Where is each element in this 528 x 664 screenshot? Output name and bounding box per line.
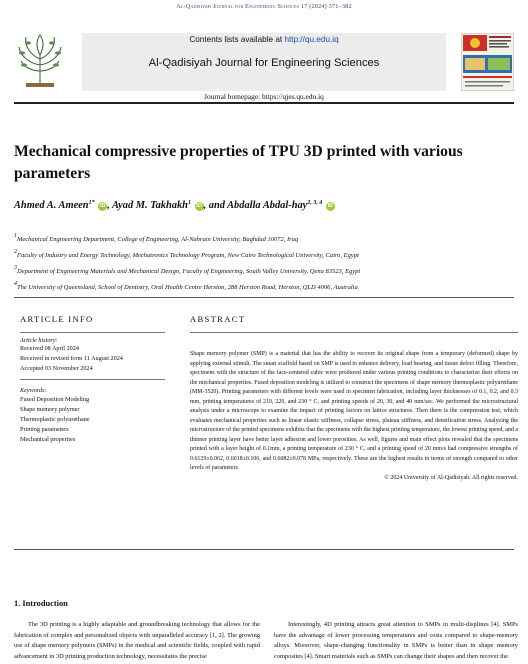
article-info-panel — [20, 314, 168, 444]
running-head: Al-Qadisiyah Journal for Engineering Sciences 17 (2024) 371–382 — [176, 3, 352, 10]
contents-line — [82, 35, 446, 44]
affiliation: 3Department of Engineering Materials and Mechanical Design, Faculty of Engineering, South Valley University, Qena 83523, Egypt — [14, 265, 361, 276]
abstract-panel — [190, 314, 518, 481]
journal-name: Al-Qadisiyah Journal for Engineering Sciences — [148, 57, 380, 69]
author-affil-mark: 1* — [88, 200, 95, 206]
author-affil-mark: 2, 3, 4 — [307, 200, 323, 206]
abstract-text: Shape memory polymer (SMP) is a material that has the ability to recover its original shape from a temporary (deformed) shape by applying external stimuli. The smart scaffold based on SMP is used to enhance delivery, load bearing, and tissue defect filling. Therefore, specimens with the structure of the face-centered cubic were produced under various printing conditions to characterize their effects on the mechanical properties. Fused deposition modeling is utilized to construct the specimens of shape memory thermoplastic polyurethane (MM-3520). Printing parameters with different levels were used in specimen fabrication, including layer thicknesses of 0.1, 0.2, and 0.3 mm, printing temperatures of 210, 220, and 230 ° C, and printing speeds of 20, 30, and 40 mm/sec. We performed the microstructural analysis under a microscope to examine the impact of printing factors on lattice structures. Then there is the compression test, which evaluates mechanical properties such as linear elastic stiffness, collapse stress, plateau stiffness, and densification stress. Analyzing the microstructure of the printed specimens exhibits that the specimens with the highest printing temperature, the lowest printing speed, and a thinner printing layer have better layer adhesion and lower porosities. As well, figures and main effect plots revealed that the specimens printed with a layer height of 0.1mm, a printing temperature of 230 ° C, and a printing speed of 20 mm/s had compressive strengths of 0.6129±0.062, 0.6018±0.106, and 0.6082±0.078 MPa, respectively. These are the highest results in terms of strength compared to other levels of parameters. — [190, 351, 518, 472]
abstract-rule — [190, 332, 518, 333]
introduction-heading: 1. Introduction — [14, 599, 68, 608]
abstract-bottom-rule — [14, 549, 514, 550]
affiliation: 1Mechanical Engineering Department, College of Engineering, Al-Nahrain University, Baghdad 10072, Iraq — [14, 233, 299, 243]
journal-cover-image — [461, 33, 514, 91]
author-affil-mark: 1 — [187, 200, 191, 206]
keyword: Fused Deposition Modeling — [20, 396, 90, 404]
contents-prefix: Contents lists available at — [189, 35, 285, 44]
journal-homepage[interactable]: Journal homepage: https://qjes.qu.edu.iq — [204, 92, 324, 101]
copyright-notice: © 2024 University of Al-Qadisiyah. All rights reserved. — [384, 474, 518, 481]
info-rule — [20, 332, 165, 333]
author-name[interactable]: Ayad M. Takhakh — [112, 200, 188, 211]
history-received: Received 08 April 2024 — [20, 345, 79, 352]
author-name[interactable]: Ahmed A. Ameen — [14, 200, 89, 211]
keyword: Printing parameters — [20, 425, 69, 433]
keyword: Mechanical properties — [20, 435, 76, 443]
orcid-icon[interactable]: iD — [327, 203, 334, 209]
journal-masthead — [14, 33, 514, 103]
keyword: Shape memory polymer — [20, 406, 80, 414]
orcid-icon[interactable]: iD — [99, 203, 106, 209]
affiliation-list — [14, 230, 514, 294]
journal-banner — [82, 33, 446, 91]
keyword: Thermoplastic polyurethane — [20, 415, 90, 423]
section-rule — [14, 297, 514, 298]
info-rule — [20, 379, 165, 380]
keywords-label: Keywords: — [20, 387, 47, 395]
intro-left-column: The 3D printing is a highly adaptable and groundbreaking technology that allows for the fabrication of complex and personalized objects with unparalleled accuracy [1, 2]. The growing use of shape memory polymers (SMPs) in the medical and scientific fields, coupled with rapid advancement in 3D printing production technology, necessitates the precise — [14, 621, 260, 660]
article-info-heading: ARTICLE INFO — [20, 314, 94, 324]
history-accepted: Accepted 03 November 2024 — [20, 364, 93, 372]
orcid-icon[interactable]: iD — [196, 203, 202, 209]
affiliation: 4The University of Queensland, School of Dentistry, Oral Health Centre Herston, 288 Herston Road, Herston, QLD 4006, Australia — [14, 281, 358, 292]
abstract-heading: ABSTRACT — [190, 314, 246, 324]
article-title: Mechanical compressive properties of TPU 3D printed with various parameters — [14, 143, 463, 182]
history-label: Article history: — [20, 337, 58, 344]
header-rule — [14, 102, 514, 104]
intro-right-column: Interestingly, 4D printing attracts great attention to SMPs in multi-displines [4]. SMPs have the advantage of lower processing temperatures and costs compared to shape-memory alloys. Moreover, shape-changing functionality in SMPs is better than in shape memory composites [4]. Smart materials such as SMPs can change their shapes and then recover the — [274, 621, 518, 660]
author-name[interactable]: and Abdalla Abdal-hay — [208, 200, 308, 211]
contents-link[interactable]: http://qu.edu.iq — [284, 35, 339, 44]
author-list: Ahmed A. Ameen$^{1*}$ iD , Ayad M. Takhakh$^1$ iD , and Abdalla Abdal-hay$^{2, 3, 4}$ iD — [14, 200, 334, 211]
affiliation: 2Faculty of Industry and Energy Technology, Mechatronics Technology Program, New Cairo Technological University, Cairo, Egypt — [14, 249, 359, 260]
publisher-logo — [14, 33, 66, 91]
history-revised: Received in revised form 11 August 2024 — [20, 354, 123, 362]
